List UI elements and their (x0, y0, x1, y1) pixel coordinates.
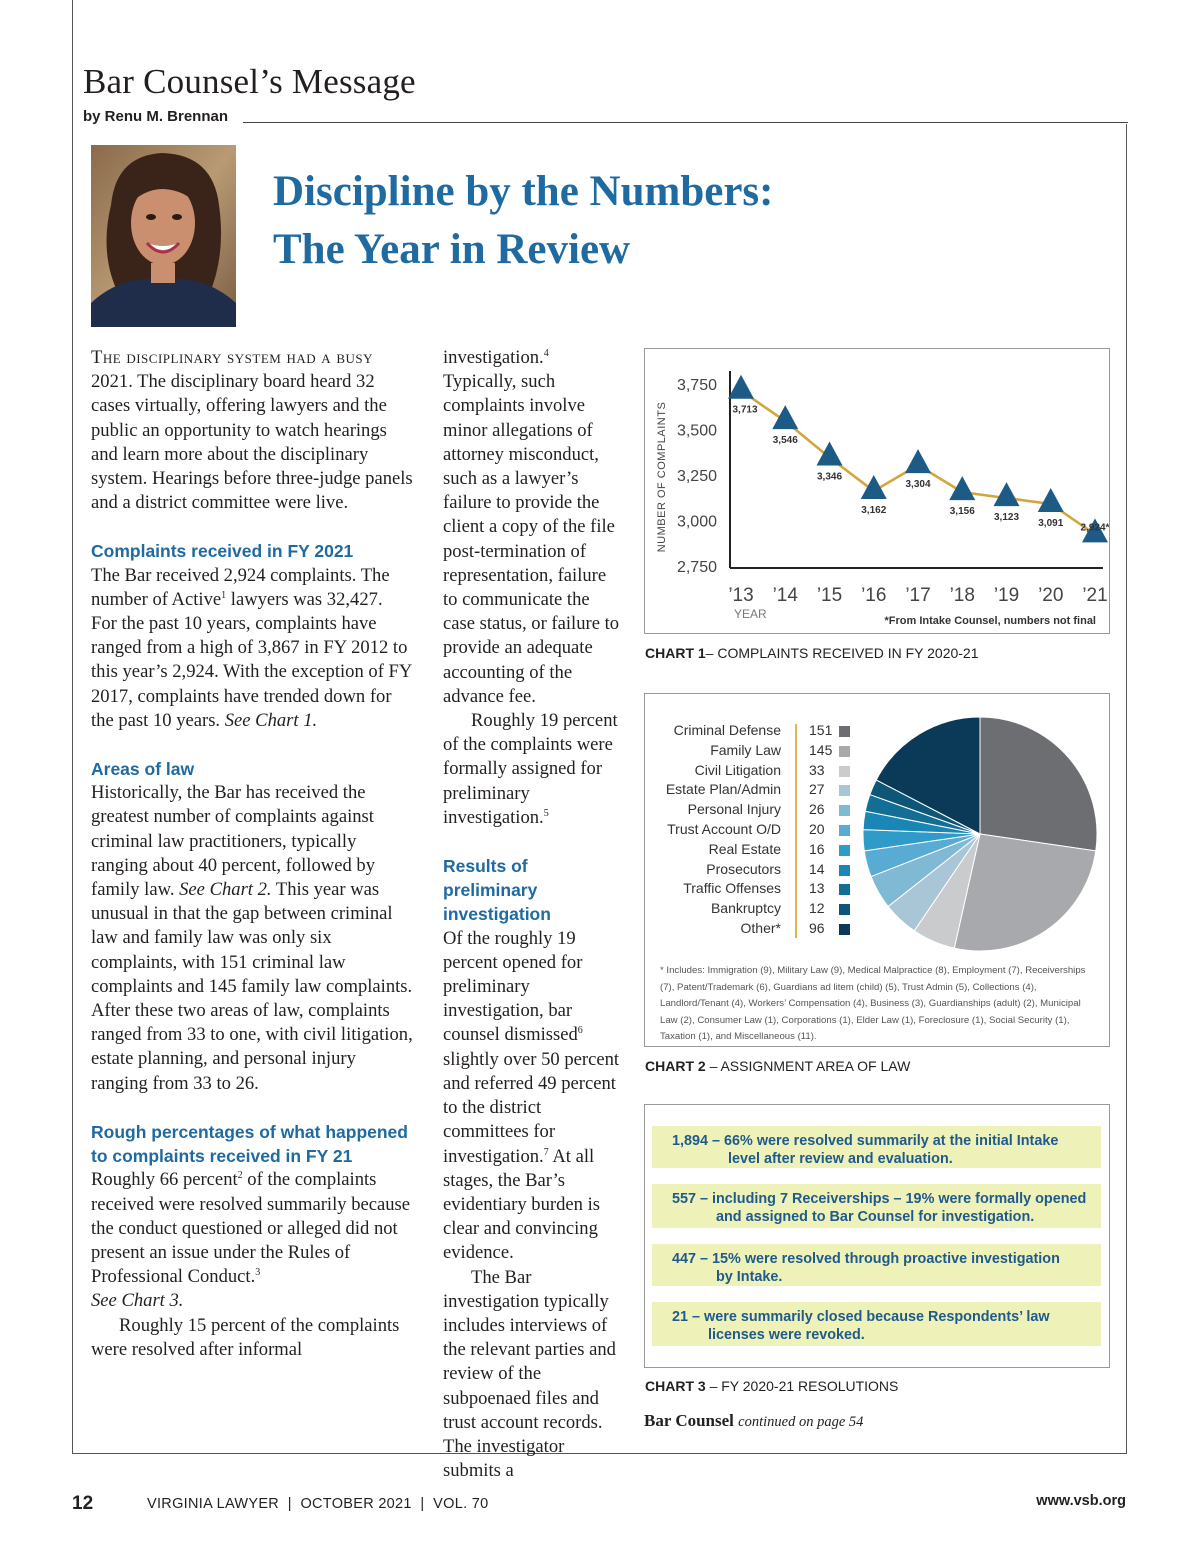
resolution-item-3 (652, 1244, 1101, 1286)
legend-value: 16 (809, 840, 825, 857)
y-tick-label: 2,750 (676, 559, 717, 576)
caption-label: CHART 3 (645, 1378, 706, 1394)
legend-label: Trust Account O/D (667, 821, 781, 837)
footnote-ref: 1 (221, 589, 227, 601)
data-point-label: 3,346 (816, 471, 843, 483)
caption-text: – ASSIGNMENT AREA OF LAW (709, 1058, 911, 1074)
legend-swatch (839, 904, 850, 915)
legend-value: 20 (809, 821, 825, 837)
y-tick-label: 3,250 (676, 468, 717, 485)
data-point-label: 3,546 (772, 435, 798, 447)
data-point-marker (817, 442, 843, 466)
legend-value: 13 (809, 880, 825, 897)
legend-label: Personal Injury (687, 801, 781, 818)
chart-3-caption (645, 1378, 898, 1394)
chart-2-box (644, 693, 1110, 1047)
text-span: Typically, such complaints involve minor allegations of attorney misconduct, such as a lawyer’s failure to provide the client a copy of the file post-termination of representation, failure to communicate the case status, or failure to provide an adequate accounting of the advance fee. (443, 371, 620, 707)
continued-line (644, 1411, 863, 1431)
footnote-ref: 5 (543, 807, 549, 819)
legend-value: 151 (809, 722, 833, 738)
see-chart-1: See Chart 1. (224, 709, 318, 731)
resolution-text: were summarily closed because Respondents’ law (704, 1309, 1050, 1325)
x-tick-label: ’21 (1082, 585, 1108, 606)
legend-label: Civil Litigation (694, 761, 781, 778)
investigation-process-paragraph: The Bar investigation typically includes interviews of the relevant parties and review of the subpoenaed files and trust account records. The investigator submits a (443, 1266, 616, 1482)
x-tick-label: ’19 (993, 585, 1020, 606)
resolution-count: 557 – (672, 1191, 709, 1207)
text-span: lawyers was 32,427. For the past 10 years, complaints have ranged from a high of 3,867 in FY 2012 to this year’s 2,924. With the exception of FY 2017, complaints have trended down for the past 10 years. (91, 588, 412, 731)
chart-2-pie (855, 704, 1105, 964)
text-span: Of the roughly 19 percent opened for preliminary investigation, bar counsel dismissed (443, 927, 583, 1046)
legend-value: 12 (809, 900, 825, 917)
headline-line-2: The Year in Review (273, 226, 631, 273)
resolution-text: and assigned to Bar Counsel for investigation. (716, 1209, 1035, 1225)
resolution-text: by Intake. (716, 1269, 783, 1285)
intro-smallcaps: The disciplinary system had a busy (91, 347, 374, 368)
text-span: investigation. (443, 347, 544, 368)
legend-label: Family Law (710, 741, 781, 758)
see-chart-2: See Chart 2. (179, 879, 272, 901)
publication-info: VIRGINIA LAWYER | OCTOBER 2021 | VOL. 70 (147, 1496, 489, 1512)
assigned-paragraph (443, 709, 625, 830)
pie-slice (980, 717, 1097, 851)
data-point-marker (728, 375, 754, 399)
resolution-text: level after review and evaluation. (728, 1151, 953, 1167)
legend-divider (795, 724, 797, 938)
resolution-count: 1,894 – (672, 1133, 721, 1149)
legend-label: Estate Plan/Admin (665, 781, 781, 798)
y-tick-label: 3,500 (676, 422, 717, 440)
article-headline (273, 163, 773, 279)
legend-value: 96 (809, 920, 825, 936)
data-point-marker (905, 449, 931, 473)
legend-swatch (839, 785, 850, 796)
results-paragraph (443, 927, 625, 1266)
intro-text: 2021. The disciplinary board heard 32 cases virtually, offering lawyers and the public an opportunity to watch hearings and learn more about the disciplinary system. Hearings before three-judge panels and a district committee were live. (91, 371, 413, 514)
x-tick-label: ’16 (861, 585, 887, 606)
chart-1-box (644, 348, 1110, 634)
x-tick-label: ’20 (1038, 585, 1064, 606)
chart-1-caption (645, 645, 979, 661)
informal-paragraph: Roughly 15 percent of the complaints were resolved after informal (91, 1314, 400, 1360)
data-point-label: 3,713 (732, 404, 758, 416)
data-point-marker (949, 476, 975, 500)
byline: by Renu M. Brennan (83, 108, 229, 125)
text-span: slightly over 50 percent and referred 49 percent to the district committees for investigation. (443, 1048, 620, 1167)
caption-label: CHART 1 (645, 645, 706, 661)
headline-line-1: Discipline by the Numbers: (273, 168, 774, 215)
x-axis-title: YEAR (734, 607, 767, 621)
y-tick-label: 3,750 (676, 377, 717, 394)
footnote-ref: 7 (543, 1146, 549, 1158)
complaints-paragraph (91, 564, 413, 733)
x-tick-label: ’17 (905, 585, 931, 606)
left-margin-rule (72, 0, 73, 124)
text-span: of the complaints received were resolved summarily because the conduct questioned or alleged did not present an issue under the Rules of Professional Conduct. (91, 1169, 411, 1288)
data-point-label: 3,123 (993, 512, 1020, 524)
legend-swatch (839, 746, 850, 757)
data-point-label: 3,091 (1038, 517, 1064, 529)
legend-value: 14 (809, 860, 825, 877)
text-column-2 (443, 346, 625, 1483)
data-point-marker (994, 482, 1020, 506)
text-span: This year was unusual in that the gap between criminal law and family law was only six complaints, with 151 criminal law complaints and 145 family law complaints. After these two areas of law, complaints ranged from 33 to one, with civil litigation, estate planning, and personal injury ranging from 33 to 26. (91, 879, 413, 1094)
legend-value: 33 (809, 761, 825, 778)
legend-swatch (839, 825, 850, 836)
continued-label: Bar Counsel (644, 1411, 734, 1430)
areas-paragraph (91, 781, 413, 1096)
legend-swatch (839, 884, 850, 895)
legend-swatch (839, 865, 850, 876)
section-title: Bar Counsel’s Message (83, 62, 416, 101)
data-point-marker (772, 405, 798, 429)
text-column-1 (91, 346, 413, 1362)
footnote-ref: 2 (237, 1170, 243, 1182)
subhead-areas-of-law: Areas of law (91, 759, 195, 780)
chart-1-line-chart (645, 349, 1109, 633)
legend-label: Real Estate (708, 840, 781, 857)
percentages-paragraph (91, 1168, 413, 1313)
intro-paragraph (91, 346, 413, 515)
x-tick-label: ’18 (949, 585, 975, 606)
legend-label: Criminal Defense (673, 722, 781, 738)
text-span: Roughly 19 percent of the complaints were formally assigned for preliminary investigation. (443, 710, 618, 828)
pie-legend (645, 694, 865, 954)
legend-swatch (839, 924, 850, 935)
resolution-count: 447 – (672, 1251, 709, 1267)
legend-value: 27 (809, 781, 825, 798)
footnote-ref: 6 (577, 1025, 583, 1037)
resolution-text: licenses were revoked. (708, 1327, 865, 1343)
resolution-item-1 (652, 1126, 1101, 1168)
legend-value: 26 (809, 801, 825, 818)
data-point-label: 3,156 (949, 506, 975, 518)
see-chart-3: See Chart 3. (91, 1290, 184, 1312)
resolution-text: 66% were resolved summarily at the initial Intake (724, 1133, 1059, 1149)
chart-2-caption (645, 1058, 910, 1074)
resolution-item-2 (652, 1184, 1101, 1228)
chart-1-note: *From Intake Counsel, numbers not final (884, 615, 1096, 627)
resolution-text: including 7 Receiverships – 19% were formally opened (712, 1191, 1087, 1207)
x-tick-label: ’14 (772, 585, 798, 606)
author-portrait-image (91, 145, 236, 327)
text-span: Roughly 66 percent (91, 1169, 238, 1191)
resolution-item-4 (652, 1302, 1101, 1346)
subhead-percentages: Rough percentages of what happened to complaints received in FY 21 (91, 1121, 408, 1167)
text-span: The Bar received 2,924 complaints. The number of Active (91, 564, 390, 610)
subhead-complaints: Complaints received in FY 2021 (91, 541, 354, 562)
pie-footnote: * Includes: Immigration (9), Military Law (9), Medical Malpractice (8), Employment (7), Receiverships (7), Patent/Trademark (6), Guardians ad litem (child) (5), Trust Admin (5), Collections (4), Landlord/Tenant (4), Workers’ Compensation (4), Business (3), Guardianships (adult) (2), Municipal Law (2), Consumer Law (1), Corporations (1), Elder Law (1), Foreclosure (1), Social Security (1), Taxation (1), and Miscellaneous (11). (660, 965, 1086, 1042)
footnote-ref: 3 (255, 1266, 261, 1278)
y-axis-title: NUMBER OF COMPLAINTS (656, 401, 668, 553)
legend-swatch (839, 805, 850, 816)
subhead-results: Results of preliminary investigation (443, 856, 551, 925)
footnote-ref: 4 (543, 347, 549, 359)
legend-label: Other* (740, 920, 781, 936)
x-tick-label: ’13 (728, 585, 754, 606)
continued-link[interactable]: continued on page 54 (738, 1414, 864, 1430)
byline-rule (243, 122, 1128, 123)
legend-label: Prosecutors (706, 860, 781, 877)
data-point-label: 2,924* (1080, 522, 1109, 534)
x-tick-label: ’15 (816, 585, 843, 606)
data-point-label: 3,304 (905, 479, 931, 491)
page-number: 12 (72, 1493, 94, 1514)
legend-swatch (839, 726, 850, 737)
legend-swatch (839, 845, 850, 856)
legend-label: Traffic Offenses (683, 880, 781, 897)
website-link[interactable]: www.vsb.org (1036, 1493, 1126, 1509)
caption-text: – COMPLAINTS RECEIVED IN FY 2020-21 (705, 645, 979, 661)
caption-label: CHART 2 (645, 1058, 706, 1074)
y-tick-label: 3,000 (676, 513, 717, 531)
legend-value: 145 (809, 741, 833, 758)
legend-swatch (839, 766, 850, 777)
data-point-marker (1038, 488, 1064, 512)
resolution-text: 15% were resolved through proactive investigation (712, 1251, 1060, 1267)
author-photo (91, 145, 236, 327)
data-point-label: 3,162 (861, 505, 887, 517)
investigation-paragraph (443, 346, 625, 709)
text-span: Historically, the Bar has received the greatest number of complaints against criminal law practitioners, typically ranging about 40 percent, followed by family law. (91, 782, 375, 901)
caption-text: – FY 2020-21 RESOLUTIONS (709, 1378, 899, 1394)
text-span: At all stages, the Bar’s evidentiary burden is clear and convincing evidence. (443, 1145, 600, 1264)
resolution-count: 21 – (672, 1309, 701, 1325)
legend-label: Bankruptcy (710, 900, 781, 917)
